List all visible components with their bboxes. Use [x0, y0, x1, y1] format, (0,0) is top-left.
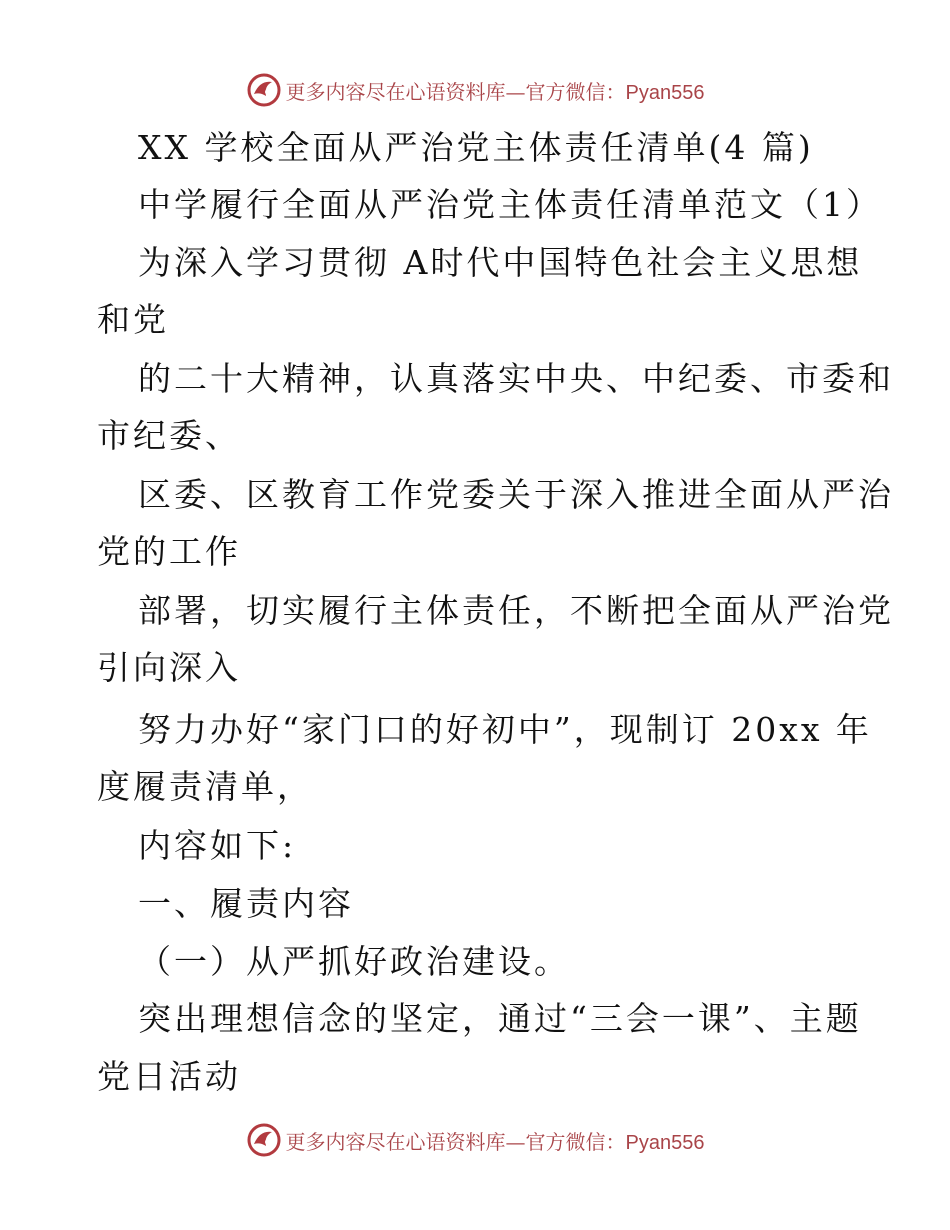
wechat-id: Pyan556 [625, 1131, 705, 1154]
paragraph-line: 内容如下: [138, 826, 297, 865]
paragraph-line: 区委、区教育工作党委关于深入推进全面从严治 [138, 475, 894, 514]
document-title: XX 学校全面从严治党主体责任清单(4 篇) [138, 128, 814, 167]
banner-text: 更多内容尽在心语资料库—官方微信： [285, 79, 626, 104]
paragraph-line: 党的工作 [97, 532, 241, 571]
paragraph-line: 市纪委、 [97, 416, 241, 455]
header-banner [0, 68, 950, 112]
paragraph-line: 引向深入 [97, 648, 241, 687]
section-heading: 一、履责内容 [138, 884, 354, 923]
paragraph-line: 党日活动 [97, 1057, 241, 1096]
red-swirl-logo-icon [246, 1122, 282, 1158]
paragraph-line: 和党 [97, 300, 169, 339]
paragraph-line: 度履责清单， [97, 767, 313, 806]
footer-banner [0, 1118, 950, 1162]
document-subtitle: 中学履行全面从严治党主体责任清单范文（1） [138, 185, 882, 224]
paragraph-line: 部署，切实履行主体责任，不断把全面从严治党 [138, 591, 894, 630]
paragraph-line: 为深入学习贯彻 A时代中国特色社会主义思想 [138, 243, 863, 282]
paragraph-line: 的二十大精神，认真落实中央、中纪委、市委和 [138, 359, 894, 398]
red-swirl-logo-icon [246, 72, 282, 108]
wechat-id: Pyan556 [625, 81, 705, 104]
banner-text: 更多内容尽在心语资料库—官方微信： [285, 1129, 626, 1154]
paragraph-line: 努力办好“家门口的好初中”，现制订 20xx 年 [138, 710, 872, 749]
paragraph-line: 突出理想信念的坚定，通过“三会一课”、主题 [138, 999, 862, 1038]
subsection-heading: （一）从严抓好政治建设。 [138, 942, 570, 981]
